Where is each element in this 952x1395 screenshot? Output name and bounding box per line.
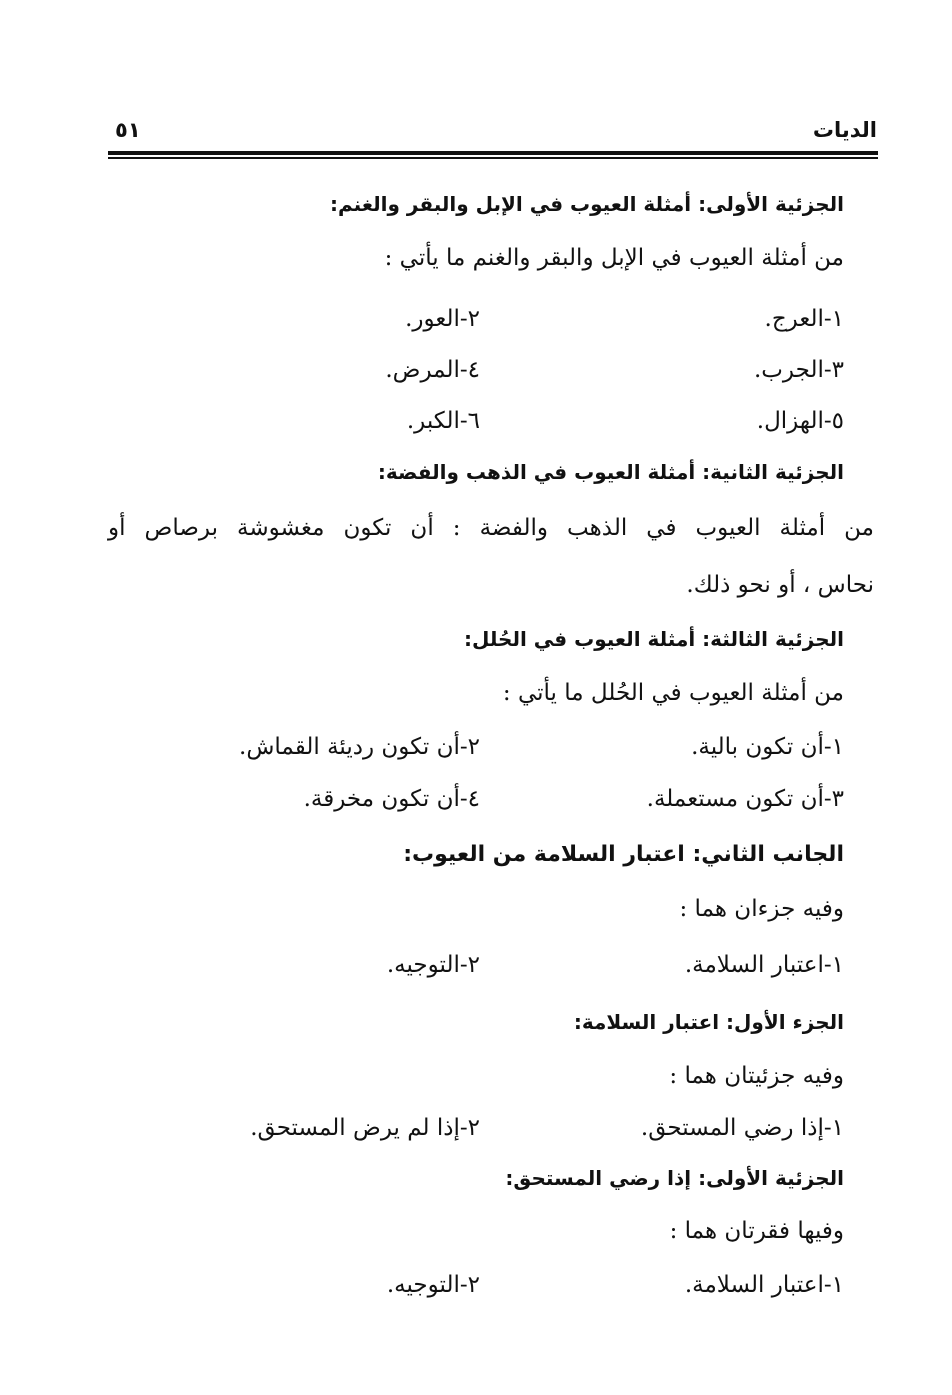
section-heading-3: الجزئية الثالثة: أمثلة العيوب في الحُلل: [464,627,844,651]
header-rule-thick [108,151,878,155]
page-number: ٥١ [115,118,141,142]
list-item-3-2: ٢-أن تكون رديئة القماش. [239,734,480,760]
section-heading-6: الجزئية الأولى: إذا رضي المستحق: [505,1166,844,1190]
list-item-1-1: ١-العرج. [764,306,844,332]
section-heading-4: الجانب الثاني: اعتبار السلامة من العيوب: [403,842,844,867]
list-item-1-3: ٣-الجرب. [753,357,844,383]
paragraph-2-line-1: من أمثلة العيوب في الذهب والفضة : أن تكون مغشوشة برصاص أو [108,515,874,541]
list-item-4-1: ١-اعتبار السلامة. [684,952,844,978]
header-rule-thin [108,157,878,159]
section-heading-5: الجزء الأول: اعتبار السلامة: [573,1010,844,1034]
list-item-1-5: ٥-الهزال. [756,408,844,434]
paragraph-5: وفيه جزئيتان هما : [669,1063,844,1089]
list-item-5-2: ٢-إذا لم يرض المستحق. [250,1115,480,1141]
list-item-1-6: ٦-الكبر. [406,408,480,434]
running-header-title: الديات [812,118,877,142]
list-item-1-4: ٤-المرض. [385,357,480,383]
list-item-1-2: ٢-العور. [405,306,480,332]
list-item-5-1: ١-إذا رضي المستحق. [640,1115,844,1141]
list-item-3-3: ٣-أن تكون مستعملة. [646,786,844,812]
paragraph-3: من أمثلة العيوب في الحُلل ما يأتي : [502,680,844,706]
list-item-3-4: ٤-أن تكون مخرقة. [303,786,480,812]
list-item-6-2: ٢-التوجيه. [386,1272,480,1298]
list-item-3-1: ١-أن تكون بالية. [691,734,844,760]
paragraph-1: من أمثلة العيوب في الإبل والبقر والغنم ما يأتي : [384,245,844,271]
paragraph-6: وفيها فقرتان هما : [669,1218,844,1244]
list-item-4-2: ٢-التوجيه. [386,952,480,978]
paragraph-4: وفيه جزءان هما : [679,896,844,922]
section-heading-2: الجزئية الثانية: أمثلة العيوب في الذهب والفضة: [377,460,844,484]
section-heading-1: الجزئية الأولى: أمثلة العيوب في الإبل والبقر والغنم: [329,192,844,216]
paragraph-2-line-2: نحاس ، أو نحو ذلك. [686,572,874,598]
list-item-6-1: ١-اعتبار السلامة. [684,1272,844,1298]
